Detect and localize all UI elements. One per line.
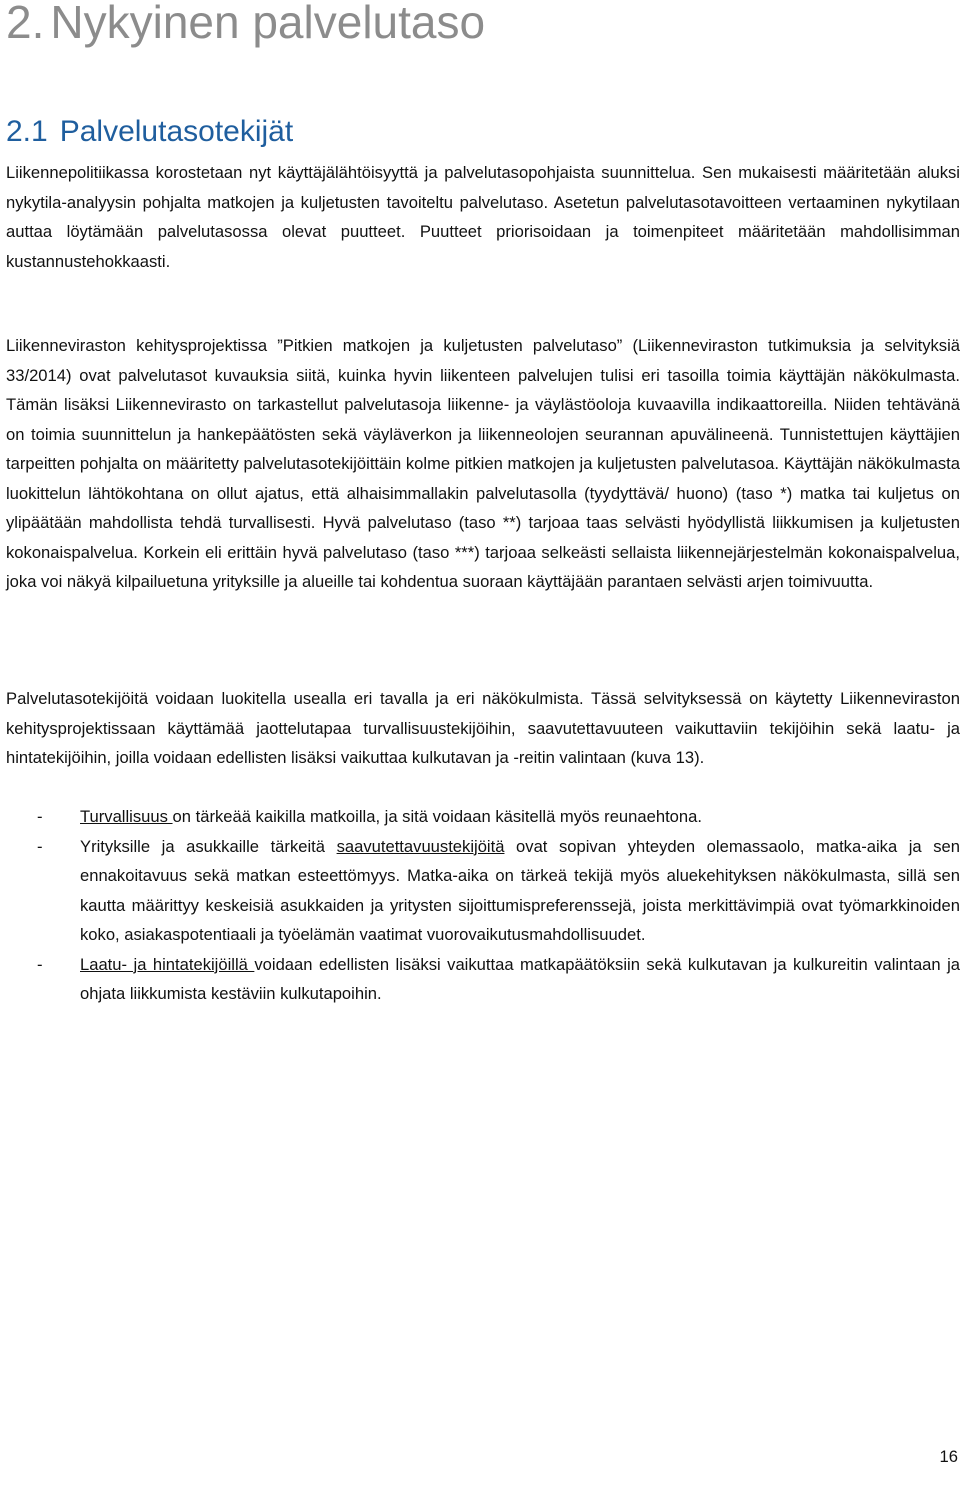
- list-item-term: Laatu- ja hintatekijöillä: [80, 954, 255, 974]
- list-item-quality-price: [6, 950, 960, 1009]
- list-item-after: voidaan edellisten lisäksi vaikuttaa matkapäätöksiin sekä kulkutavan ja kulkureitin valintaan ja ohjata liikkumista kestäviin kulkutapoihin.: [80, 954, 960, 1003]
- list-item-after: ovat sopivan yhteyden olemassaolo, matka-aika ja sen ennakoitavuus sekä matkan esteettömyys. Matka-aika on tärkeä tekijä myös aluekehityksen näkökulmasta, sillä sen kautta määrittyy keskeisiä asukkaiden ja yritysten sijoittumispreferenssejä, joista merkittävimpiä ovat työmarkkinoiden koko, asiakaspotentiaali ja työelämän vaatimat vuorovaikutusmahdollisuudet.: [80, 836, 960, 944]
- list-dash: -: [37, 954, 43, 974]
- list-item-term: saavutettavuustekijöitä: [336, 836, 505, 856]
- paragraph-project: Liikenneviraston kehitysprojektissa ”Pitkien matkojen ja kuljetusten palvelutaso” (Liikenneviraston tutkimuksia ja selvityksiä 33/2014) ovat palvelutasot kuvauksia siitä, kuinka hyvin liikenteen palvelujen tulisi eri tasoilla toimia käyttäjän näkökulmasta. Tämän lisäksi Liikennevirasto on tarkastellut palvelutasoja liikenne- ja väylästöoloja kuvaavilla indikaattoreilla. Niiden tehtävänä on toimia suunnittelun ja hankepäätösten sekä väyläverkon ja liikenneolojen seurannan apuvälineenä. Tunnistettujen käyttäjien tarpeitten pohjalta on määritetty palvelutasotekijöittäin kolme pitkien matkojen ja kuljetusten palvelutasoa. Käyttäjän näkökulmasta luokittelun lähtökohtana on ollut ajatus, että alhaisimmallakin palvelutasolla (tyydyttävä/ huono) (taso *) matka tai kuljetus on ylipäätään mahdollista tehdä turvallisesti. Hyvä palvelutaso (taso **) tarjoaa taas selvästi hyödyllistä liikkumisen ja kuljetusten kokonaispalvelua. Korkein eli erittäin hyvä palvelutaso (taso ***) tarjoaa selkeästi sellaista liikennejärjestelmän kokonaispalvelua, joka voi näkyä kilpailuetuna yrityksille ja alueille tai kohdentua suoraan käyttäjään parantaen selvästi arjen toimivuutta.: [6, 336, 960, 591]
- paragraph-classification: Palvelutasotekijöitä voidaan luokitella usealla eri tavalla ja eri näkökulmista. Tässä selvityksessä on käytetty Liikenneviraston kehitysprojektissaan käyttämää jaottelutapaa turvallisuustekijöihin, saavutettavuuteen vaikuttaviin tekijöihin sekä laatu- ja hintatekijöihin, joilla voidaan edellisten lisäksi vaikuttaa kulkutavan ja -reitin valintaan (kuva 13).: [6, 689, 960, 767]
- list-item-accessibility: [6, 832, 960, 950]
- list-dash: -: [37, 807, 43, 826]
- list-item-safety: [6, 802, 960, 832]
- section-number: 2.1: [6, 115, 48, 148]
- list-dash: -: [37, 836, 43, 856]
- list-item-after: on tärkeää kaikilla matkoilla, ja sitä voidaan käsitellä myös reunaehtona.: [172, 807, 702, 826]
- page-number: 16: [939, 1447, 958, 1466]
- factor-list: [6, 802, 960, 1009]
- section-title: [6, 112, 293, 152]
- list-item-term: Turvallisuus: [80, 807, 173, 826]
- paragraph-intro: Liikennepolitiikassa korostetaan nyt käyttäjälähtöisyyttä ja palvelutasopohjaista suunnittelua. Sen mukaisesti määritetään aluksi nykytila-analyysin pohjalta matkojen ja kuljetusten tavoiteltu palvelutaso. Asetetun palvelutasotavoitteen vertaaminen nykytilaan auttaa löytämään palvelutasossa olevat puutteet. Puutteet priorisoidaan ja toimenpiteet määritetään mahdollisimman kustannustehokkaasti.: [6, 163, 960, 271]
- section-title-text: Palvelutasotekijät: [59, 115, 294, 148]
- chapter-title: [6, 0, 485, 50]
- list-item-before: Yrityksille ja asukkaille tärkeitä: [80, 836, 337, 856]
- chapter-number: 2.: [6, 0, 45, 48]
- chapter-title-text: Nykyinen palvelutaso: [50, 0, 486, 48]
